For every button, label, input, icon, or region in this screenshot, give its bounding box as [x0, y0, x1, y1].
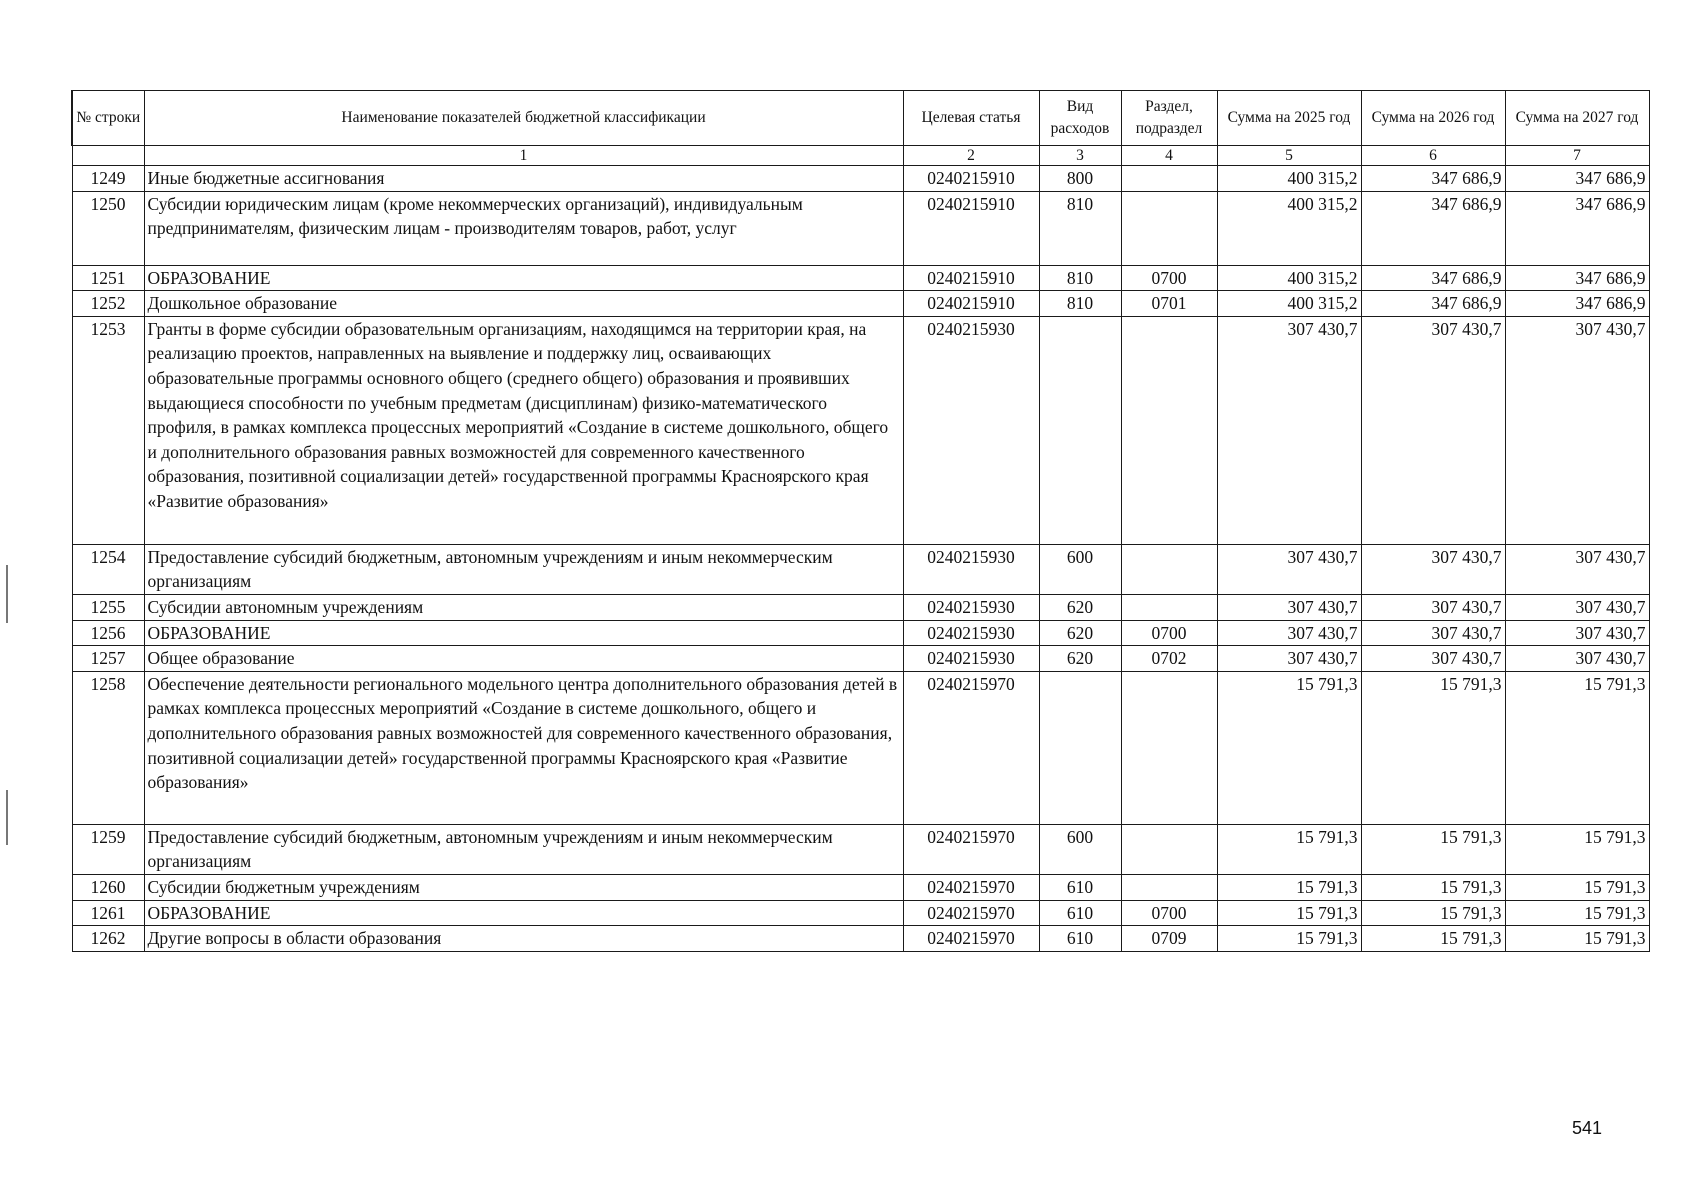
- sum-2027-cell: 347 686,9: [1505, 291, 1649, 317]
- header-row-number: № строки: [72, 91, 144, 146]
- row-number-cell: 1259: [72, 824, 144, 874]
- section-cell: 0700: [1121, 265, 1217, 291]
- target-article-cell: 0240215930: [903, 620, 1039, 646]
- sum-2027-cell: 15 791,3: [1505, 926, 1649, 952]
- sum-2026-cell: 347 686,9: [1361, 265, 1505, 291]
- row-number-cell: 1253: [72, 316, 144, 544]
- target-article-cell: 0240215970: [903, 900, 1039, 926]
- sum-2025-cell: 400 315,2: [1217, 166, 1361, 192]
- indicator-name-cell: ОБРАЗОВАНИЕ: [144, 900, 903, 926]
- sum-2026-cell: 15 791,3: [1361, 900, 1505, 926]
- row-number-cell: 1251: [72, 265, 144, 291]
- sum-2025-cell: 15 791,3: [1217, 874, 1361, 900]
- section-cell: [1121, 874, 1217, 900]
- section-cell: [1121, 191, 1217, 265]
- row-number-cell: 1260: [72, 874, 144, 900]
- indicator-name-cell: ОБРАЗОВАНИЕ: [144, 620, 903, 646]
- table-row: [72, 926, 1649, 952]
- indicator-name-cell: Гранты в форме субсидии образовательным организациям, находящимся на территории края, на реализацию проектов, направленных на выявление и поддержку лиц, осваивающих образовательные программы основного общего (среднего общего) образования и проявивших выдающиеся способности по учебным предметам (дисциплинам) физико-математического профиля, в рамках комплекса процессных мероприятий «Создание в системе дошкольного, общего и дополнительного образования равных возможностей для современного качественного образования, позитивной социализации детей» государственной программы Красноярского края «Развитие образования»: [144, 316, 903, 544]
- indicator-name-cell: Иные бюджетные ассигнования: [144, 166, 903, 192]
- indicator-name-cell: Общее образование: [144, 646, 903, 672]
- header-indicator-name: Наименование показателей бюджетной классификации: [144, 91, 903, 146]
- sum-2025-cell: 15 791,3: [1217, 900, 1361, 926]
- expense-type-cell: 620: [1039, 594, 1121, 620]
- sum-2025-cell: 307 430,7: [1217, 646, 1361, 672]
- expense-type-cell: 610: [1039, 874, 1121, 900]
- scan-mark-left: [6, 790, 8, 845]
- row-number-cell: 1261: [72, 900, 144, 926]
- table-row: [72, 824, 1649, 874]
- column-number: 5: [1217, 146, 1361, 166]
- target-article-cell: 0240215970: [903, 926, 1039, 952]
- table-row: [72, 191, 1649, 265]
- target-article-cell: 0240215910: [903, 265, 1039, 291]
- sum-2025-cell: 307 430,7: [1217, 544, 1361, 594]
- sum-2027-cell: 15 791,3: [1505, 900, 1649, 926]
- section-cell: [1121, 166, 1217, 192]
- expense-type-cell: 810: [1039, 291, 1121, 317]
- sum-2027-cell: 347 686,9: [1505, 166, 1649, 192]
- column-number: 4: [1121, 146, 1217, 166]
- header-expense-type: Вид расходов: [1039, 91, 1121, 146]
- column-number-row: [72, 146, 1649, 166]
- row-number-cell: 1262: [72, 926, 144, 952]
- expense-type-cell: [1039, 671, 1121, 824]
- expense-type-cell: 810: [1039, 191, 1121, 265]
- sum-2027-cell: 307 430,7: [1505, 594, 1649, 620]
- section-cell: 0709: [1121, 926, 1217, 952]
- table-row: [72, 671, 1649, 824]
- expense-type-cell: 600: [1039, 544, 1121, 594]
- row-number-cell: 1255: [72, 594, 144, 620]
- page-number: 541: [1572, 1118, 1603, 1138]
- sum-2025-cell: 307 430,7: [1217, 620, 1361, 646]
- indicator-name-cell: Субсидии автономным учреждениям: [144, 594, 903, 620]
- target-article-cell: 0240215970: [903, 824, 1039, 874]
- column-number: [72, 146, 144, 166]
- indicator-name-cell: Обеспечение деятельности регионального модельного центра дополнительного образования детей в рамках комплекса процессных мероприятий «Создание в системе дошкольного, общего и дополнительного образования равных возможностей для современного качественного образования, позитивной социализации детей» государственной программы Красноярского края «Развитие образования»: [144, 671, 903, 824]
- section-cell: 0700: [1121, 620, 1217, 646]
- budget-table: [71, 90, 1650, 952]
- row-number-cell: 1250: [72, 191, 144, 265]
- sum-2025-cell: 400 315,2: [1217, 191, 1361, 265]
- target-article-cell: 0240215970: [903, 671, 1039, 824]
- target-article-cell: 0240215910: [903, 291, 1039, 317]
- target-article-cell: 0240215930: [903, 646, 1039, 672]
- header-sum-2025: Сумма на 2025 год: [1217, 91, 1361, 146]
- sum-2027-cell: 347 686,9: [1505, 191, 1649, 265]
- indicator-name-cell: Другие вопросы в области образования: [144, 926, 903, 952]
- table-row: [72, 316, 1649, 544]
- column-number: 6: [1361, 146, 1505, 166]
- sum-2026-cell: 307 430,7: [1361, 316, 1505, 544]
- row-number-cell: 1256: [72, 620, 144, 646]
- table-row: [72, 594, 1649, 620]
- sum-2026-cell: 347 686,9: [1361, 166, 1505, 192]
- expense-type-cell: 600: [1039, 824, 1121, 874]
- column-number: 3: [1039, 146, 1121, 166]
- sum-2026-cell: 15 791,3: [1361, 926, 1505, 952]
- target-article-cell: 0240215930: [903, 594, 1039, 620]
- table-row: [72, 166, 1649, 192]
- header-sum-2026: Сумма на 2026 год: [1361, 91, 1505, 146]
- target-article-cell: 0240215910: [903, 166, 1039, 192]
- expense-type-cell: 800: [1039, 166, 1121, 192]
- sum-2025-cell: 307 430,7: [1217, 594, 1361, 620]
- sum-2026-cell: 15 791,3: [1361, 671, 1505, 824]
- section-cell: 0701: [1121, 291, 1217, 317]
- table-body: [72, 166, 1649, 952]
- section-cell: [1121, 594, 1217, 620]
- sum-2027-cell: 307 430,7: [1505, 646, 1649, 672]
- sum-2026-cell: 307 430,7: [1361, 594, 1505, 620]
- sum-2027-cell: 15 791,3: [1505, 824, 1649, 874]
- sum-2025-cell: 15 791,3: [1217, 824, 1361, 874]
- indicator-name-cell: Предоставление субсидий бюджетным, автономным учреждениям и иным некоммерческим организациям: [144, 544, 903, 594]
- sum-2026-cell: 307 430,7: [1361, 544, 1505, 594]
- sum-2026-cell: 15 791,3: [1361, 824, 1505, 874]
- sum-2026-cell: 307 430,7: [1361, 646, 1505, 672]
- sum-2026-cell: 15 791,3: [1361, 874, 1505, 900]
- target-article-cell: 0240215970: [903, 874, 1039, 900]
- section-cell: [1121, 671, 1217, 824]
- indicator-name-cell: ОБРАЗОВАНИЕ: [144, 265, 903, 291]
- expense-type-cell: 810: [1039, 265, 1121, 291]
- column-number: 1: [144, 146, 903, 166]
- header-target-article: Целевая статья: [903, 91, 1039, 146]
- sum-2027-cell: 15 791,3: [1505, 874, 1649, 900]
- expense-type-cell: [1039, 316, 1121, 544]
- expense-type-cell: 610: [1039, 926, 1121, 952]
- header-section: Раздел, подраздел: [1121, 91, 1217, 146]
- column-number: 2: [903, 146, 1039, 166]
- column-number: 7: [1505, 146, 1649, 166]
- sum-2025-cell: 307 430,7: [1217, 316, 1361, 544]
- row-number-cell: 1258: [72, 671, 144, 824]
- table-row: [72, 620, 1649, 646]
- target-article-cell: 0240215930: [903, 544, 1039, 594]
- row-number-cell: 1252: [72, 291, 144, 317]
- indicator-name-cell: Предоставление субсидий бюджетным, автономным учреждениям и иным некоммерческим организациям: [144, 824, 903, 874]
- section-cell: 0700: [1121, 900, 1217, 926]
- sum-2026-cell: 347 686,9: [1361, 191, 1505, 265]
- sum-2027-cell: 307 430,7: [1505, 620, 1649, 646]
- table-row: [72, 874, 1649, 900]
- header-sum-2027: Сумма на 2027 год: [1505, 91, 1649, 146]
- section-cell: [1121, 824, 1217, 874]
- sum-2025-cell: 400 315,2: [1217, 291, 1361, 317]
- header-row: [72, 91, 1649, 146]
- scan-mark-left: [6, 565, 8, 623]
- expense-type-cell: 610: [1039, 900, 1121, 926]
- target-article-cell: 0240215930: [903, 316, 1039, 544]
- sum-2027-cell: 307 430,7: [1505, 316, 1649, 544]
- sum-2025-cell: 15 791,3: [1217, 926, 1361, 952]
- sum-2025-cell: 400 315,2: [1217, 265, 1361, 291]
- row-number-cell: 1254: [72, 544, 144, 594]
- sum-2027-cell: 307 430,7: [1505, 544, 1649, 594]
- sum-2027-cell: 15 791,3: [1505, 671, 1649, 824]
- section-cell: [1121, 316, 1217, 544]
- row-number-cell: 1249: [72, 166, 144, 192]
- target-article-cell: 0240215910: [903, 191, 1039, 265]
- table-row: [72, 646, 1649, 672]
- section-cell: [1121, 544, 1217, 594]
- section-cell: 0702: [1121, 646, 1217, 672]
- expense-type-cell: 620: [1039, 620, 1121, 646]
- row-number-cell: 1257: [72, 646, 144, 672]
- sum-2026-cell: 307 430,7: [1361, 620, 1505, 646]
- indicator-name-cell: Дошкольное образование: [144, 291, 903, 317]
- table-row: [72, 900, 1649, 926]
- indicator-name-cell: Субсидии бюджетным учреждениям: [144, 874, 903, 900]
- sum-2025-cell: 15 791,3: [1217, 671, 1361, 824]
- table-row: [72, 544, 1649, 594]
- indicator-name-cell: Субсидии юридическим лицам (кроме некоммерческих организаций), индивидуальным предпринимателям, физическим лицам - производителям товаров, работ, услуг: [144, 191, 903, 265]
- table-row: [72, 265, 1649, 291]
- table-row: [72, 291, 1649, 317]
- sum-2026-cell: 347 686,9: [1361, 291, 1505, 317]
- expense-type-cell: 620: [1039, 646, 1121, 672]
- sum-2027-cell: 347 686,9: [1505, 265, 1649, 291]
